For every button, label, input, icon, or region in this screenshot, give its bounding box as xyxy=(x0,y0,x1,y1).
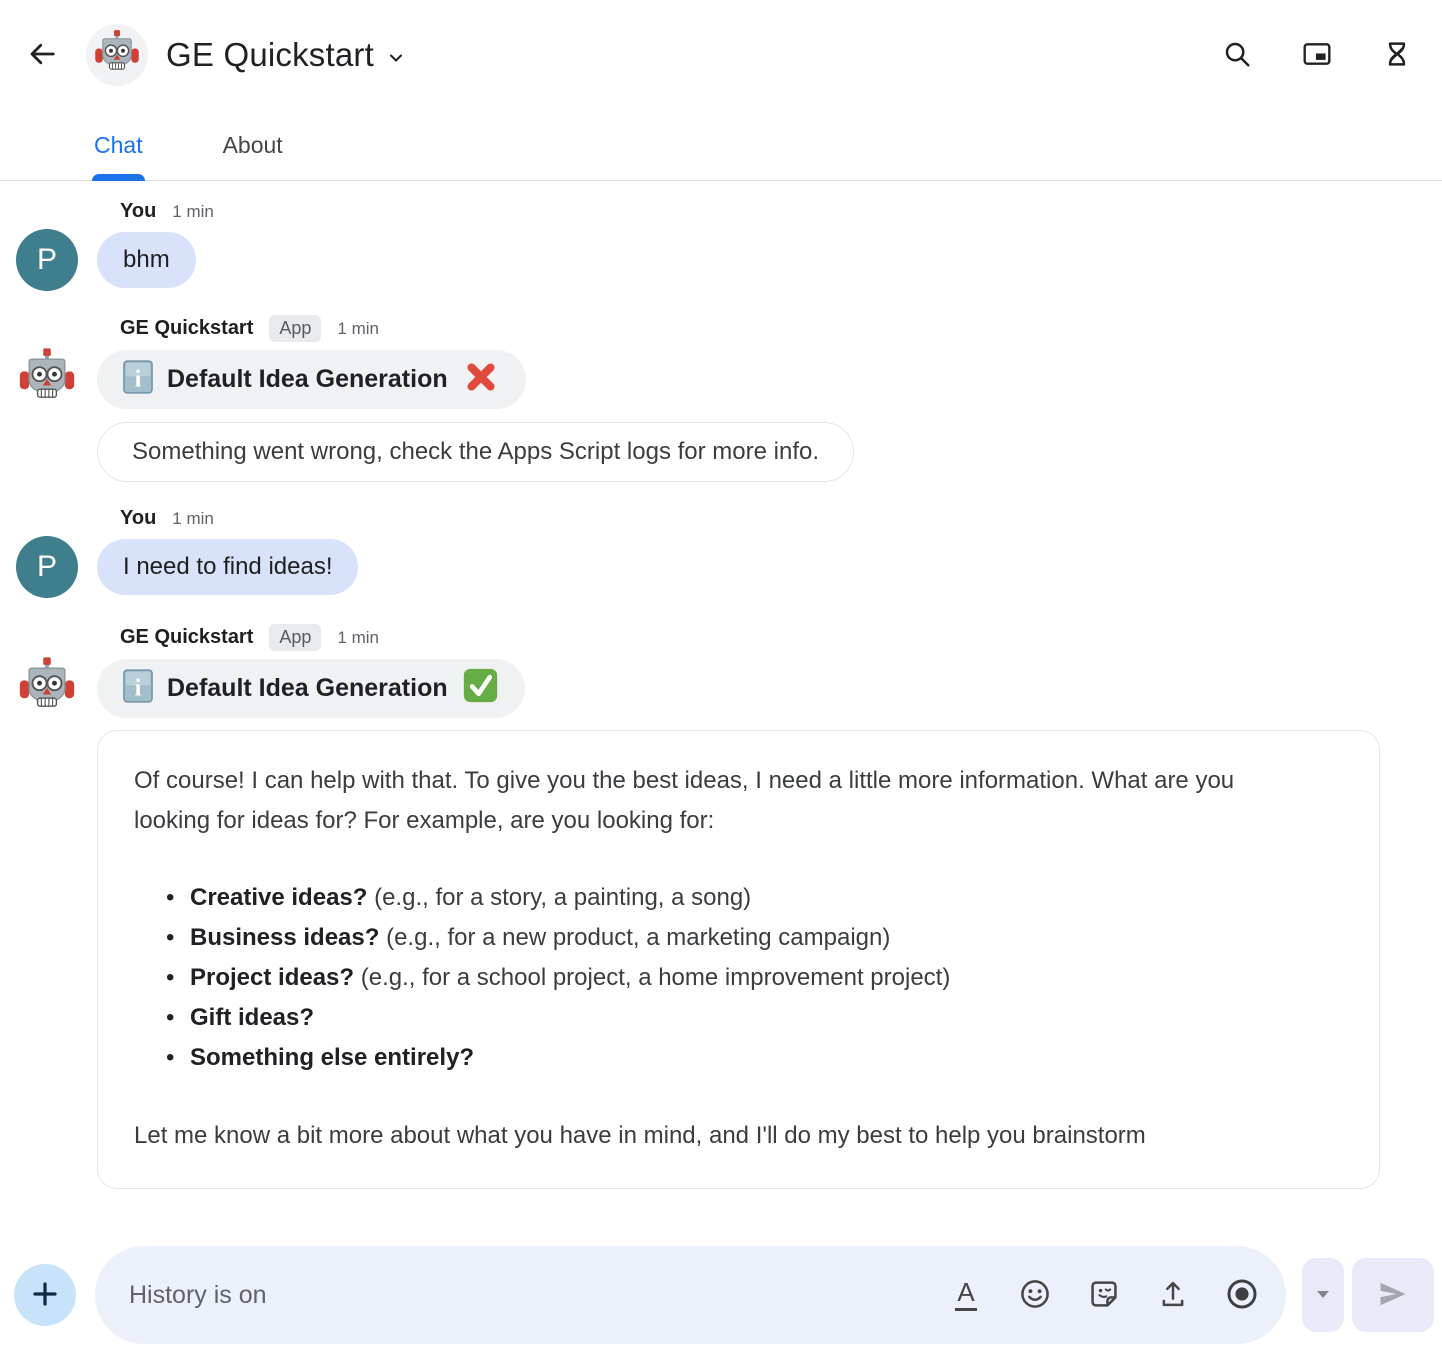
svg-text:i: i xyxy=(134,673,142,701)
avatar[interactable] xyxy=(16,657,78,719)
success-check-icon xyxy=(462,667,499,709)
sender-name: GE Quickstart xyxy=(120,317,254,339)
message-bubble[interactable]: bhm xyxy=(97,232,196,288)
search-button[interactable] xyxy=(1222,40,1252,70)
robot-icon xyxy=(17,656,77,721)
timestamp: 1 min xyxy=(172,508,214,528)
plus-icon xyxy=(30,1279,60,1312)
bullet-bold: Project ideas? xyxy=(190,964,355,991)
sticker-button[interactable] xyxy=(1088,1279,1120,1311)
avatar-letter: P xyxy=(36,550,57,583)
header xyxy=(0,0,1442,110)
compose-actions xyxy=(950,1279,1258,1311)
back-arrow-icon xyxy=(27,39,57,72)
search-icon xyxy=(1222,39,1252,72)
send-options-button[interactable] xyxy=(1302,1258,1344,1332)
list-item xyxy=(164,998,1343,1038)
bullet-rest: (e.g., for a school project, a home improvement project) xyxy=(354,964,951,991)
record-icon xyxy=(1225,1277,1259,1314)
app-badge: App xyxy=(269,315,321,342)
card-outro: Let me know a bit more about what you have in mind, and I'll do my best to help you brainstorm xyxy=(134,1122,1146,1149)
bot-avatar xyxy=(86,24,148,86)
hourglass-icon xyxy=(1382,39,1412,72)
robot-icon xyxy=(93,29,141,82)
card-intro: Of course! I can help with that. To give you the best ideas, I need a little more information. What are you looking for ideas for? For example, are you looking for: xyxy=(134,767,1235,834)
record-button[interactable] xyxy=(1226,1279,1258,1311)
message-row xyxy=(0,657,1442,719)
send-group xyxy=(1302,1258,1434,1332)
info-icon xyxy=(123,669,153,708)
send-icon xyxy=(1376,1279,1410,1312)
timestamp: 1 min xyxy=(172,201,214,221)
bullet-bold: Gift ideas? xyxy=(190,1004,315,1031)
sticker-icon xyxy=(1088,1278,1120,1313)
timestamp: 1 min xyxy=(337,627,379,647)
list-item xyxy=(164,878,1343,918)
picture-in-picture-icon xyxy=(1302,39,1332,72)
timestamp: 1 min xyxy=(337,318,379,338)
upload-icon xyxy=(1157,1278,1189,1313)
back-button[interactable] xyxy=(24,37,60,73)
chevron-down-icon xyxy=(1314,1287,1332,1304)
sender-row xyxy=(120,315,1442,342)
picture-in-picture-button[interactable] xyxy=(1302,40,1332,70)
message-group xyxy=(0,200,1442,291)
avatar-letter: P xyxy=(36,243,57,276)
chevron-down-icon xyxy=(386,56,406,71)
message-bubble[interactable]: I need to find ideas! xyxy=(97,539,358,595)
bullet-list xyxy=(164,878,1343,1078)
tab-about-label: About xyxy=(222,131,283,158)
format-text-button[interactable] xyxy=(950,1279,982,1311)
sender-name: You xyxy=(120,507,157,529)
message-card[interactable] xyxy=(97,730,1380,1189)
message-group xyxy=(0,624,1442,1189)
add-button[interactable] xyxy=(14,1264,76,1326)
format-text-icon: A xyxy=(955,1279,976,1311)
message-input-container xyxy=(95,1246,1286,1344)
chip-title: Default Idea Generation xyxy=(167,364,448,393)
info-icon xyxy=(123,360,153,399)
emoji-icon xyxy=(1019,1278,1051,1313)
message-input[interactable] xyxy=(127,1280,930,1311)
bullet-rest: (e.g., for a story, a painting, a song) xyxy=(367,884,752,911)
bullet-bold: Creative ideas? xyxy=(190,884,368,911)
upload-button[interactable] xyxy=(1157,1279,1189,1311)
sender-row xyxy=(120,507,1442,530)
history-toggle-button[interactable] xyxy=(1382,40,1412,70)
list-item xyxy=(164,1038,1343,1078)
message-group xyxy=(0,507,1442,598)
message-row xyxy=(0,536,1442,598)
message-group xyxy=(0,315,1442,482)
avatar[interactable] xyxy=(16,348,78,410)
bullet-rest: (e.g., for a new product, a marketing campaign) xyxy=(379,924,891,951)
tab-chat-label: Chat xyxy=(94,131,143,158)
header-actions xyxy=(1222,40,1442,70)
emoji-button[interactable] xyxy=(1019,1279,1051,1311)
message-bubble[interactable]: Something went wrong, check the Apps Script logs for more info. xyxy=(97,422,854,482)
sender-row xyxy=(120,624,1442,651)
tab-about[interactable] xyxy=(223,110,283,180)
title-menu-button[interactable] xyxy=(386,48,406,71)
robot-icon xyxy=(17,347,77,412)
error-x-icon xyxy=(462,358,500,401)
sender-row xyxy=(120,200,1442,223)
status-chip[interactable] xyxy=(97,350,526,409)
send-button[interactable] xyxy=(1352,1258,1434,1332)
compose-bar xyxy=(14,1246,1434,1344)
bullet-bold: Business ideas? xyxy=(190,924,380,951)
chip-title: Default Idea Generation xyxy=(167,673,448,702)
app-badge: App xyxy=(269,624,321,651)
tab-bar xyxy=(0,110,1442,181)
list-item xyxy=(164,958,1343,998)
sender-name: GE Quickstart xyxy=(120,626,254,648)
sender-name: You xyxy=(120,200,157,222)
message-row xyxy=(0,229,1442,291)
tab-chat[interactable] xyxy=(94,110,143,180)
avatar[interactable] xyxy=(16,536,78,598)
message-list xyxy=(0,181,1442,1189)
status-chip[interactable] xyxy=(97,659,525,718)
svg-text:i: i xyxy=(134,364,142,392)
active-tab-indicator xyxy=(92,174,145,181)
avatar[interactable] xyxy=(16,229,78,291)
bullet-bold: Something else entirely? xyxy=(190,1044,475,1071)
list-item xyxy=(164,918,1343,958)
message-row xyxy=(0,348,1442,410)
page-title: GE Quickstart xyxy=(166,36,374,73)
